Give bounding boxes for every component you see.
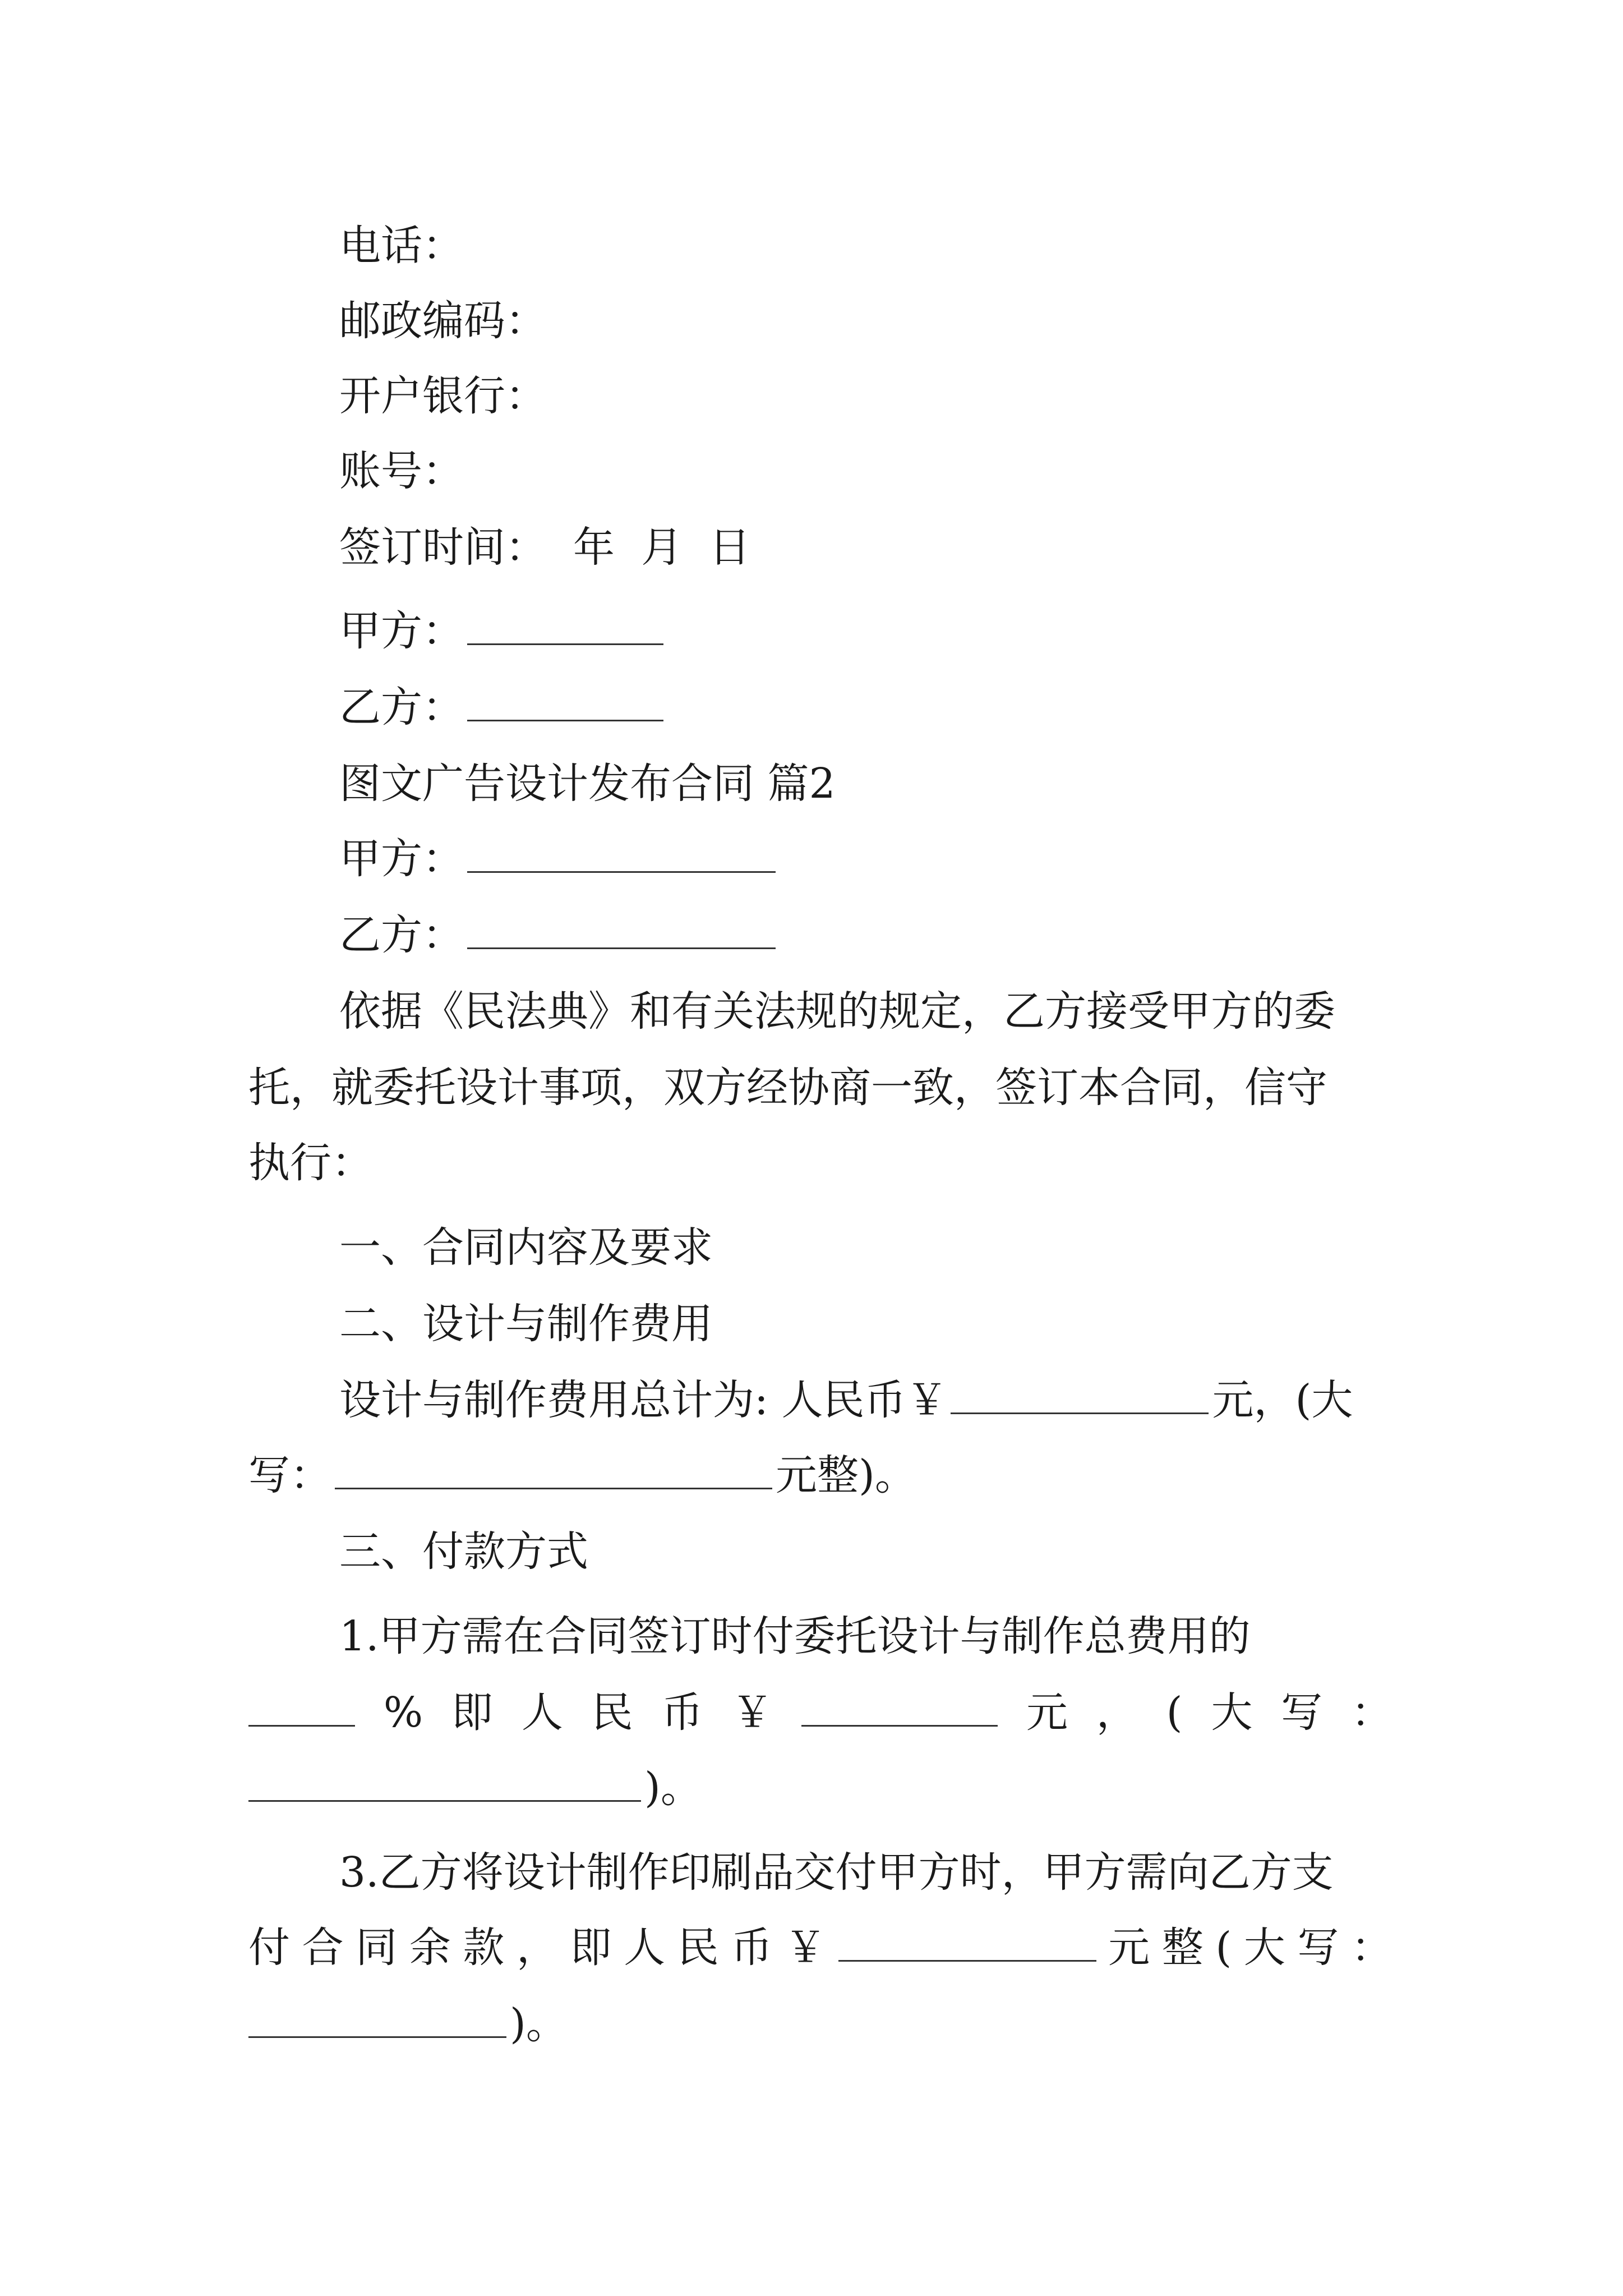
payment-glyph: 币 — [731, 1924, 773, 1972]
payment-glyph: ( — [1166, 1688, 1183, 1737]
payment-glyph: ， — [1096, 1688, 1138, 1737]
party-a-blank — [467, 600, 663, 645]
fee-line-2 — [0, 1442, 1623, 1509]
party-a-line-2 — [0, 825, 1623, 892]
payment-glyph: % — [383, 1688, 423, 1737]
payment-text: )。 — [510, 2000, 568, 2048]
payment-glyph: 即 — [570, 1924, 612, 1972]
sign-date-label: 签订时间： 年 月 日 — [339, 523, 751, 572]
payment-glyph: 大 — [1211, 1688, 1253, 1737]
amount-blank — [801, 1681, 998, 1727]
intro-text: 托，就委托设计事项，双方经协商一致，签订本合同，信守 — [248, 1064, 1327, 1112]
payment-1-line-1 — [0, 1603, 1623, 1670]
payment-glyph: 人 — [521, 1688, 563, 1737]
intro-text: 依据《民法典》和有关法规的规定，乙方接受甲方的委 — [339, 987, 1335, 1036]
bank-label: 开户银行： — [339, 372, 547, 420]
section-2-heading — [0, 1290, 1623, 1358]
payment-3-line-1 — [0, 1839, 1623, 1906]
payment-glyph: 民 — [591, 1688, 633, 1737]
payment-glyph: 合 — [302, 1924, 344, 1972]
bank-line — [0, 362, 1623, 430]
intro-paragraph-line-2 — [0, 1054, 1623, 1121]
payment-glyph: ： — [1350, 1688, 1393, 1737]
payment-text: 1.甲方需在合同签订时付委托设计与制作总费用的 — [339, 1612, 1251, 1660]
fee-text: 设计与制作费用总计为: 人民币￥ — [339, 1376, 948, 1424]
phone-label: 电话： — [339, 222, 464, 270]
payment-glyph: 民 — [677, 1924, 719, 1972]
fee-text: 元，(大 — [1212, 1376, 1353, 1424]
payment-glyph: ￥ — [731, 1688, 773, 1737]
party-b-line-2 — [0, 901, 1623, 969]
phone-line — [0, 212, 1623, 279]
payment-3-line-3 — [0, 1990, 1623, 2058]
payment-glyph: 写 — [1281, 1688, 1323, 1737]
section-heading: 二、设计与制作费用 — [339, 1300, 713, 1348]
party-b-label: 乙方： — [339, 683, 464, 731]
payment-glyph: 即 — [451, 1688, 493, 1737]
payment-glyph: ￥ — [784, 1924, 826, 1972]
section-heading: 三、付款方式 — [339, 1527, 588, 1576]
payment-justified-row — [248, 1914, 1393, 1981]
payment-glyph: 付 — [248, 1924, 290, 1972]
party-a-label: 甲方： — [339, 835, 464, 883]
payment-glyph: 元 — [1108, 1924, 1150, 1972]
account-label: 账号： — [339, 447, 464, 495]
postal-label: 邮政编码： — [339, 297, 547, 345]
percent-blank — [248, 1681, 355, 1727]
payment-glyph: 同 — [356, 1924, 398, 1972]
party-b-blank — [467, 676, 663, 721]
payment-3-line-2 — [0, 1914, 1623, 1981]
party-b-blank — [467, 904, 776, 949]
payment-glyph: 整 — [1161, 1924, 1204, 1972]
section-1-heading — [0, 1214, 1623, 1281]
section-3-heading — [0, 1518, 1623, 1585]
payment-justified-row — [248, 1679, 1393, 1746]
party-b-line-1 — [0, 674, 1623, 741]
payment-glyph: 币 — [661, 1688, 703, 1737]
payment-1-line-3 — [0, 1754, 1623, 1821]
balance-blank — [838, 1916, 1096, 1962]
payment-text: 3.乙方将设计制作印刷品交付甲方时，甲方需向乙方支 — [339, 1848, 1334, 1897]
party-a-line-1 — [0, 597, 1623, 665]
section-heading: 一、合同内容及要求 — [339, 1223, 713, 1272]
payment-glyph: ( — [1215, 1924, 1232, 1972]
intro-paragraph-line-3 — [0, 1129, 1623, 1197]
postal-line — [0, 287, 1623, 355]
fee-capital-blank — [335, 1444, 772, 1489]
account-line — [0, 438, 1623, 505]
payment-1-line-2 — [0, 1679, 1623, 1746]
payment-glyph: 元 — [1026, 1688, 1068, 1737]
payment-glyph: ： — [1350, 1924, 1393, 1972]
payment-glyph: 大 — [1243, 1924, 1285, 1972]
party-b-label: 乙方： — [339, 911, 464, 959]
intro-text: 执行： — [248, 1139, 373, 1187]
fee-line-1 — [0, 1366, 1623, 1434]
payment-glyph: ， — [516, 1924, 558, 1972]
section-title-line — [0, 750, 1623, 817]
fee-text: 元整)。 — [776, 1451, 916, 1499]
payment-glyph: 写 — [1297, 1924, 1339, 1972]
intro-paragraph-line-1 — [0, 978, 1623, 1045]
contract-title: 图文广告设计发布合同 篇2 — [339, 760, 836, 808]
payment-glyph: 款 — [463, 1924, 505, 1972]
payment-glyph: 人 — [624, 1924, 666, 1972]
sign-date-line — [0, 514, 1623, 581]
party-a-blank — [467, 827, 776, 873]
payment-glyph: 余 — [409, 1924, 451, 1972]
capital-blank — [248, 1756, 641, 1802]
capital-blank — [248, 1993, 506, 2038]
party-a-label: 甲方： — [339, 607, 464, 655]
payment-text: )。 — [644, 1764, 702, 1812]
fee-text: 写： — [248, 1451, 331, 1499]
fee-amount-blank — [951, 1369, 1209, 1414]
